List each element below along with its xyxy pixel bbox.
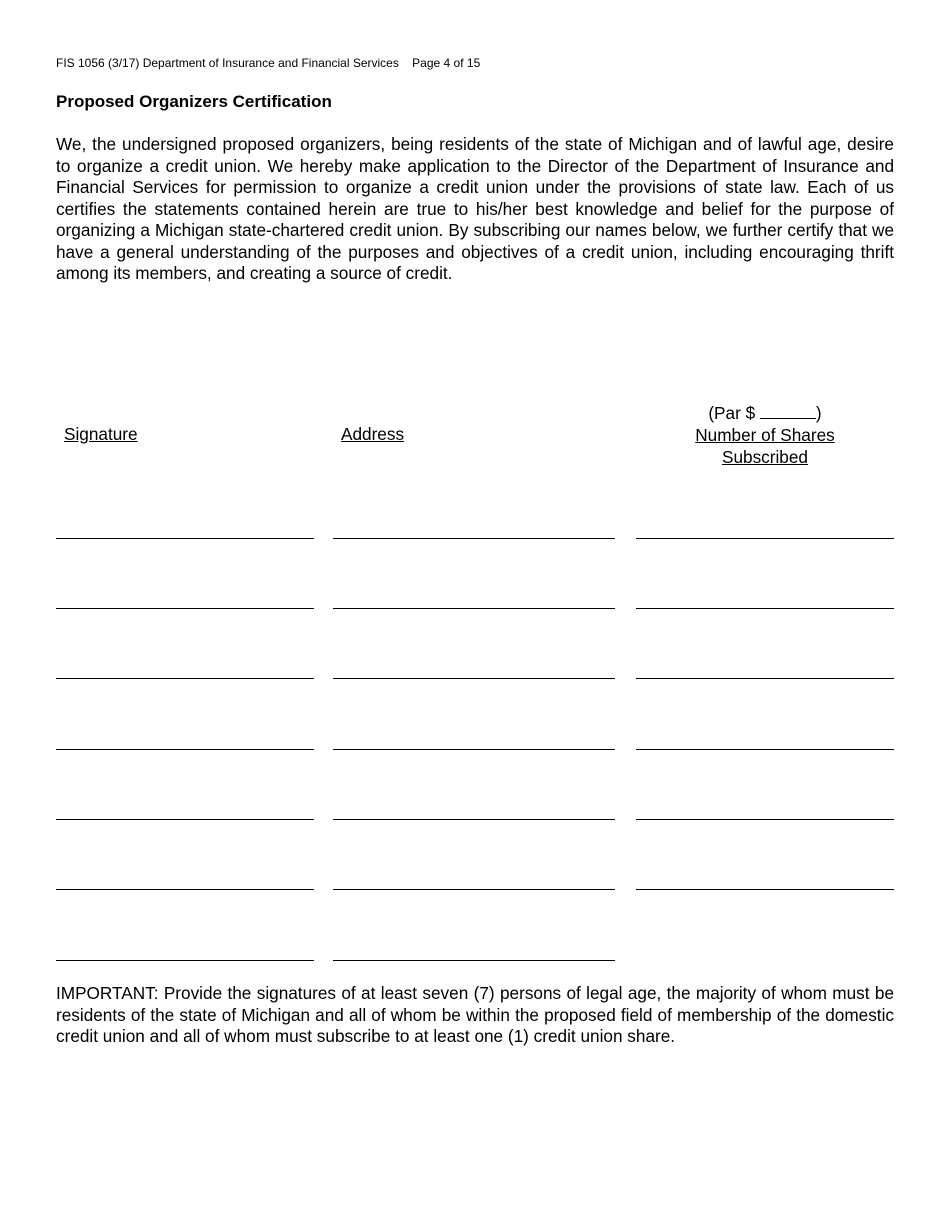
signature-line[interactable] — [56, 819, 314, 820]
address-line[interactable] — [333, 960, 615, 961]
shares-line[interactable] — [636, 678, 894, 679]
shares-line[interactable] — [636, 819, 894, 820]
signature-line[interactable] — [56, 608, 314, 609]
address-line[interactable] — [333, 538, 615, 539]
page-title: Proposed Organizers Certification — [56, 92, 332, 111]
shares-line[interactable] — [636, 749, 894, 750]
signature-line[interactable] — [56, 889, 314, 890]
form-header: FIS 1056 (3/17) Department of Insurance and Financial Services Page 4 of 15 — [56, 56, 481, 70]
par-value-line — [636, 402, 894, 425]
shares-column-header — [636, 402, 894, 468]
important-notice: IMPORTANT: Provide the signatures of at least seven (7) persons of legal age, the majority of whom must be residents of the state of Michigan and all of whom be within the proposed field of membership of the domestic credit union and all of whom must subscribe to at least one (1) credit union share. — [56, 983, 894, 1046]
shares-line[interactable] — [636, 889, 894, 890]
signature-column-header: Signature — [64, 424, 138, 444]
shares-header-line1: Number of Shares — [695, 424, 835, 445]
address-line[interactable] — [333, 889, 615, 890]
shares-line[interactable] — [636, 608, 894, 609]
address-line[interactable] — [333, 678, 615, 679]
signature-line[interactable] — [56, 678, 314, 679]
shares-header-line2: Subscribed — [722, 446, 808, 467]
par-value-blank[interactable] — [760, 402, 816, 419]
signature-line[interactable] — [56, 538, 314, 539]
address-line[interactable] — [333, 749, 615, 750]
shares-line[interactable] — [636, 538, 894, 539]
address-line[interactable] — [333, 819, 615, 820]
address-column-header: Address — [341, 424, 405, 444]
signature-line[interactable] — [56, 749, 314, 750]
certification-paragraph: We, the undersigned proposed organizers, being residents of the state of Michigan and of lawful age, desire to organize a credit union. We hereby make application to the Director of the Department of Insurance and Financial Services for permission to organize a credit union under the provisions of state law. Each of us certifies the statements contained herein are true to his/her best knowledge and belief for the purpose of organizing a Michigan state-chartered credit union. By subscribing our names below, we further certify that we have a general understanding of the purposes and objectives of a credit union, including encouraging thrift among its members, and creating a source of credit. — [56, 134, 894, 283]
par-suffix: ) — [815, 403, 822, 423]
address-line[interactable] — [333, 608, 615, 609]
signature-line[interactable] — [56, 960, 314, 961]
par-prefix: (Par $ — [708, 403, 756, 423]
